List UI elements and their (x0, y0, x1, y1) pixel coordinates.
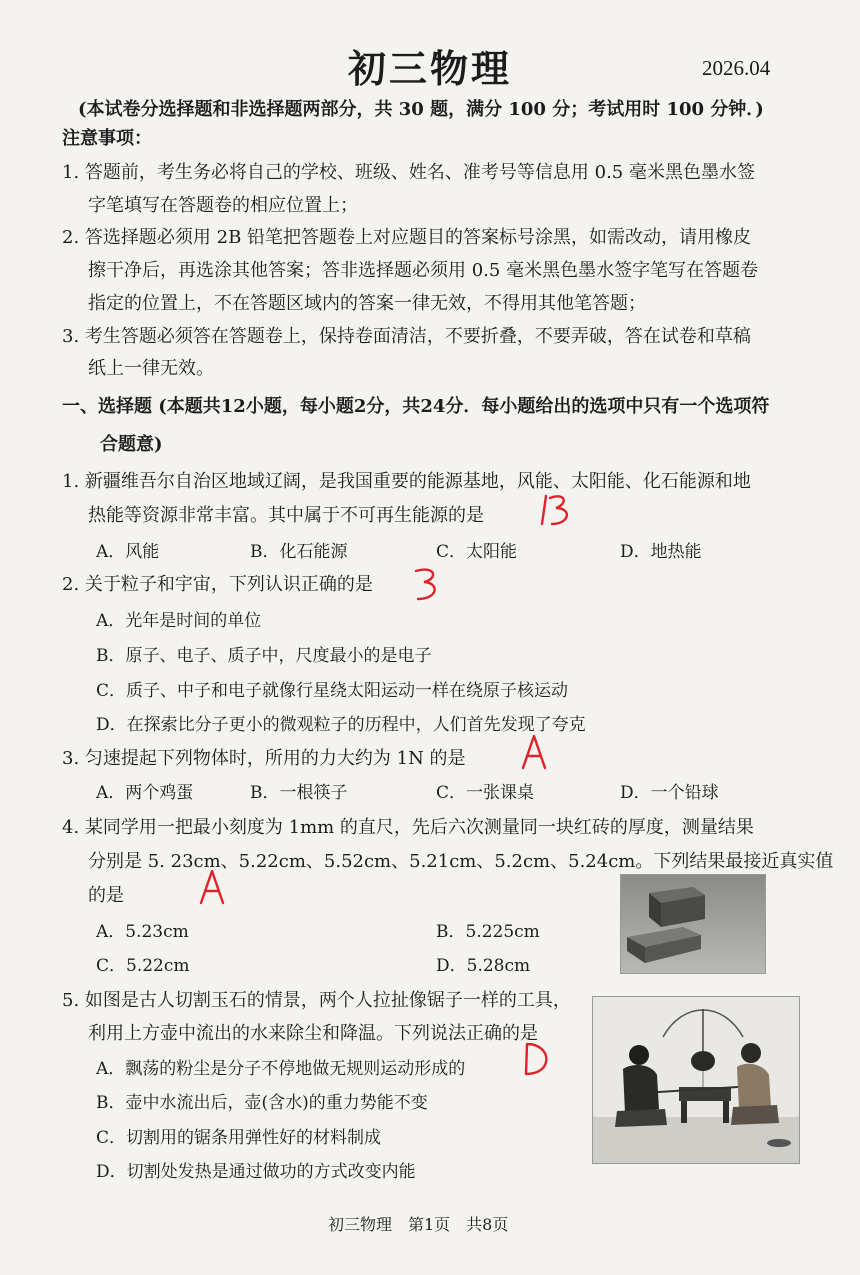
handwritten-answer-q2 (410, 565, 444, 603)
question-4-stem-cont: 分别是 5. 23cm、5.22cm、5.52cm、5.21cm、5.2cm、5.24cm。下列结果最接近真实值 (88, 851, 834, 872)
notice-heading: 注意事项： (62, 128, 152, 149)
section-heading: 一、选择题 (本题共12小题，每小题2分，共24分．每小题给出的选项中只有一个选项符 (62, 396, 770, 417)
question-2-stem: 2. 关于粒子和宇宙，下列认识正确的是 (62, 574, 373, 595)
page-title: 初三物理 (348, 46, 513, 91)
exam-intro: (本试卷分选择题和非选择题两部分，共 30 题，满分 100 分；考试用时 100 分钟．) (78, 99, 764, 120)
section-heading-cont: 合题意) (100, 434, 163, 455)
question-2-option-d: D．在探索比分子更小的微观粒子的历程中，人们首先发现了夸克 (96, 715, 586, 735)
question-1-option-b: B．化石能源 (250, 542, 348, 562)
handwritten-answer-q5 (522, 1040, 552, 1078)
question-4-option-b: B．5.225cm (436, 922, 540, 942)
jade-cutting-illustration (592, 996, 800, 1164)
notice-1-line-1: 1. 答题前，考生务必将自己的学校、班级、姓名、准考号等信息用 0.5 毫米黑色墨水签 (62, 162, 755, 183)
question-5-stem-cont: 利用上方壶中流出的水来除尘和降温。下列说法正确的是 (88, 1023, 538, 1044)
question-4-stem-end: 的是 (88, 885, 124, 906)
notice-2-line-2: 擦干净后，再选涂其他答案；答非选择题必须用 0.5 毫米黑色墨水签字笔写在答题卷 (88, 260, 759, 281)
question-5-option-b: B．壶中水流出后，壶(含水)的重力势能不变 (96, 1093, 428, 1113)
question-2-option-a: A．光年是时间的单位 (96, 611, 262, 631)
question-5-option-c: C．切割用的锯条用弹性好的材料制成 (96, 1128, 382, 1148)
question-5-option-a: A．飘荡的粉尘是分子不停地做无规则运动形成的 (96, 1059, 466, 1079)
question-5-stem: 5. 如图是古人切割玉石的情景，两个人拉扯像锯子一样的工具， (62, 990, 571, 1011)
notice-3-line-1: 3. 考生答题必须答在答题卷上，保持卷面清洁，不要折叠，不要弄破，答在试卷和草稿 (62, 326, 751, 347)
question-2-option-c: C．质子、中子和电子就像行星绕太阳运动一样在绕原子核运动 (96, 681, 569, 701)
page-footer: 初三物理 第1页 共8页 (328, 1215, 509, 1234)
handwritten-answer-q1 (538, 490, 578, 530)
question-2-option-b: B．原子、电子、质子中，尺度最小的是电子 (96, 646, 432, 666)
question-3-option-c: C．一张课桌 (436, 783, 535, 803)
question-3-option-a: A．两个鸡蛋 (96, 783, 194, 803)
question-1-stem: 1. 新疆维吾尔自治区地域辽阔，是我国重要的能源基地，风能、太阳能、化石能源和地 (62, 471, 751, 492)
notice-1-line-2: 字笔填写在答题卷的相应位置上； (88, 195, 358, 216)
notice-3-line-2: 纸上一律无效。 (88, 358, 214, 379)
question-1-option-d: D．地热能 (620, 542, 702, 562)
question-5-option-d: D．切割处发热是通过做功的方式改变内能 (96, 1162, 416, 1182)
notice-2-line-3: 指定的位置上，不在答题区域内的答案一律无效，不得用其他笔答题； (88, 293, 646, 314)
question-3-option-b: B．一根筷子 (250, 783, 348, 803)
question-1-stem-cont: 热能等资源非常丰富。其中属于不可再生能源的是 (88, 505, 484, 526)
question-4-option-a: A．5.23cm (96, 922, 189, 942)
handwritten-answer-q4 (198, 868, 226, 906)
question-4-option-d: D．5.28cm (436, 956, 531, 976)
exam-date: 2026.04 (702, 56, 771, 80)
question-4-option-c: C．5.22cm (96, 956, 190, 976)
question-3-stem: 3. 匀速提起下列物体时，所用的力大约为 1N 的是 (62, 748, 466, 769)
question-4-stem: 4. 某同学用一把最小刻度为 1mm 的直尺，先后六次测量同一块红砖的厚度，测量结果 (62, 817, 754, 838)
question-1-option-a: A．风能 (96, 542, 160, 562)
brick-photo (620, 874, 766, 974)
notice-2-line-1: 2. 答选择题必须用 2B 铅笔把答题卷上对应题目的答案标号涂黑，如需改动，请用橡皮 (62, 227, 752, 248)
question-3-option-d: D．一个铅球 (620, 783, 719, 803)
handwritten-answer-q3 (520, 733, 548, 771)
question-1-option-c: C．太阳能 (436, 542, 518, 562)
